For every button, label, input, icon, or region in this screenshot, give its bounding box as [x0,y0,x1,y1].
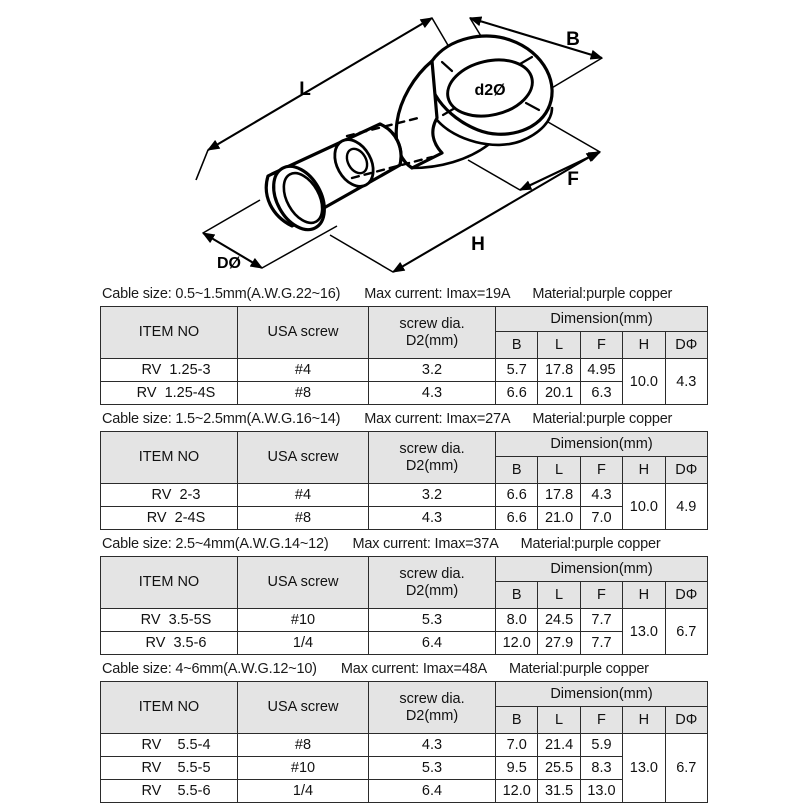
header-usa-screw: USA screw [238,432,369,484]
cell-screw-dia: 4.3 [369,507,496,530]
table-row [101,780,708,803]
header-d-phi: DΦ [665,457,707,484]
table-header-row-1 [101,682,708,707]
header-b: B [496,457,538,484]
cell-item-no: RV 2-3 [101,484,238,507]
technical-drawing [0,0,810,288]
cell-d-phi: 6.7 [665,734,707,803]
cell-screw-dia: 5.3 [369,757,496,780]
header-d-phi: DΦ [665,332,707,359]
cell-h: 10.0 [623,359,665,405]
spec-table [100,556,708,655]
label-h: H [471,234,485,255]
header-l: L [538,707,580,734]
cell-usa-screw: 1/4 [238,780,369,803]
cell-l: 21.4 [538,734,580,757]
header-screw-dia [369,682,496,734]
spec-caption [0,536,810,556]
cell-f: 8.3 [580,757,622,780]
spec-caption [0,661,810,681]
caption-cable-size: Cable size: 0.5~1.5mm(A.W.G.22~16) [102,286,341,302]
header-dimension: Dimension(mm) [496,307,708,332]
cell-item-no: RV 5.5-4 [101,734,238,757]
extension-line-d-start [203,200,260,233]
spec-block [0,661,810,803]
cell-screw-dia: 3.2 [369,359,496,382]
cell-usa-screw: #10 [238,609,369,632]
header-item-no: ITEM NO [101,682,238,734]
header-screw-dia-line1: screw dia. [399,315,465,332]
cell-b: 6.6 [496,382,538,405]
table-row [101,484,708,507]
caption-max-current: Max current: Imax=37A [352,536,499,552]
cell-item-no: RV 1.25-3 [101,359,238,382]
extension-line-f-start [468,160,520,190]
label-f: F [567,169,579,190]
cell-usa-screw: #10 [238,757,369,780]
caption-material: Material:purple copper [532,286,673,302]
header-screw-dia [369,557,496,609]
cell-f: 13.0 [580,780,622,803]
label-b: B [566,29,580,50]
spec-table [100,431,708,530]
cell-l: 27.9 [538,632,580,655]
cell-f: 7.0 [580,507,622,530]
header-b: B [496,582,538,609]
cell-l: 31.5 [538,780,580,803]
header-screw-dia [369,432,496,484]
header-l: L [538,457,580,484]
cell-d-phi: 4.9 [665,484,707,530]
header-d-phi: DΦ [665,707,707,734]
header-b: B [496,332,538,359]
cell-screw-dia: 4.3 [369,382,496,405]
header-screw-dia-line1: screw dia. [399,440,465,457]
header-screw-dia-line2: D2(mm) [405,707,459,724]
cell-b: 6.6 [496,484,538,507]
table-header-row-1 [101,307,708,332]
cell-screw-dia: 4.3 [369,734,496,757]
header-dimension: Dimension(mm) [496,557,708,582]
caption-max-current: Max current: Imax=27A [364,411,511,427]
caption-material: Material:purple copper [520,536,661,552]
spec-caption [0,286,810,306]
caption-max-current: Max current: Imax=48A [340,661,487,677]
cell-l: 17.8 [538,359,580,382]
header-screw-dia-line2: D2(mm) [405,582,459,599]
table-header-row-1 [101,432,708,457]
cell-b: 9.5 [496,757,538,780]
header-b: B [496,707,538,734]
header-f: F [580,332,622,359]
spec-block [0,286,810,405]
table-row [101,734,708,757]
cell-l: 25.5 [538,757,580,780]
cell-item-no: RV 2-4S [101,507,238,530]
cell-b: 7.0 [496,734,538,757]
cell-screw-dia: 3.2 [369,484,496,507]
header-f: F [580,457,622,484]
cell-b: 5.7 [496,359,538,382]
header-h: H [623,707,665,734]
cell-f: 7.7 [580,609,622,632]
cell-usa-screw: #8 [238,507,369,530]
table-row [101,632,708,655]
cell-usa-screw: #4 [238,484,369,507]
header-screw-dia [369,307,496,359]
header-screw-dia-line2: D2(mm) [405,332,459,349]
cell-f: 7.7 [580,632,622,655]
table-row [101,757,708,780]
header-f: F [580,582,622,609]
table-row [101,359,708,382]
cell-usa-screw: #4 [238,359,369,382]
header-usa-screw: USA screw [238,682,369,734]
header-h: H [623,457,665,484]
cell-screw-dia: 6.4 [369,780,496,803]
extension-line-d-end [262,226,337,268]
cell-usa-screw: 1/4 [238,632,369,655]
cell-l: 17.8 [538,484,580,507]
ring-terminal-diagram [0,0,810,288]
extension-line-h-start [330,235,393,272]
cell-f: 4.3 [580,484,622,507]
header-l: L [538,332,580,359]
cell-item-no: RV 5.5-6 [101,780,238,803]
spec-block [0,536,810,655]
cell-f: 4.95 [580,359,622,382]
label-d2o: d2Ø [474,82,506,99]
header-d-phi: DΦ [665,582,707,609]
header-screw-dia-line1: screw dia. [399,690,465,707]
spec-table [100,681,708,803]
header-h: H [623,582,665,609]
cell-b: 12.0 [496,780,538,803]
cell-b: 8.0 [496,609,538,632]
extension-line-l-start [196,150,208,180]
label-do: DØ [217,255,241,272]
spec-caption [0,411,810,431]
terminal-body [263,36,552,238]
extension-line-top [432,18,449,47]
caption-material: Material:purple copper [532,411,673,427]
cell-l: 24.5 [538,609,580,632]
cell-b: 6.6 [496,507,538,530]
cell-d-phi: 6.7 [665,609,707,655]
header-usa-screw: USA screw [238,307,369,359]
table-row [101,507,708,530]
cell-item-no: RV 3.5-5S [101,609,238,632]
cell-screw-dia: 5.3 [369,609,496,632]
cell-l: 20.1 [538,382,580,405]
cell-item-no: RV 1.25-4S [101,382,238,405]
table-header-row-1 [101,557,708,582]
header-dimension: Dimension(mm) [496,682,708,707]
cell-item-no: RV 3.5-6 [101,632,238,655]
cell-b: 12.0 [496,632,538,655]
spec-table [100,306,708,405]
header-screw-dia-line2: D2(mm) [405,457,459,474]
cell-h: 13.0 [623,734,665,803]
header-item-no: ITEM NO [101,557,238,609]
cell-f: 6.3 [580,382,622,405]
header-item-no: ITEM NO [101,307,238,359]
label-l: L [299,79,311,100]
header-h: H [623,332,665,359]
caption-cable-size: Cable size: 4~6mm(A.W.G.12~10) [102,661,317,677]
caption-material: Material:purple copper [508,661,649,677]
header-dimension: Dimension(mm) [496,432,708,457]
caption-max-current: Max current: Imax=19A [364,286,511,302]
table-row [101,609,708,632]
table-row [101,382,708,405]
cell-d-phi: 4.3 [665,359,707,405]
header-f: F [580,707,622,734]
extension-line-f-end [548,122,600,152]
cell-item-no: RV 5.5-5 [101,757,238,780]
header-screw-dia-line1: screw dia. [399,565,465,582]
cell-l: 21.0 [538,507,580,530]
cell-h: 10.0 [623,484,665,530]
cell-h: 13.0 [623,609,665,655]
cell-screw-dia: 6.4 [369,632,496,655]
caption-cable-size: Cable size: 2.5~4mm(A.W.G.14~12) [102,536,329,552]
cell-usa-screw: #8 [238,734,369,757]
specification-sections [0,286,810,809]
spec-block [0,411,810,530]
caption-cable-size: Cable size: 1.5~2.5mm(A.W.G.16~14) [102,411,341,427]
header-usa-screw: USA screw [238,557,369,609]
header-item-no: ITEM NO [101,432,238,484]
cell-usa-screw: #8 [238,382,369,405]
cell-f: 5.9 [580,734,622,757]
header-l: L [538,582,580,609]
